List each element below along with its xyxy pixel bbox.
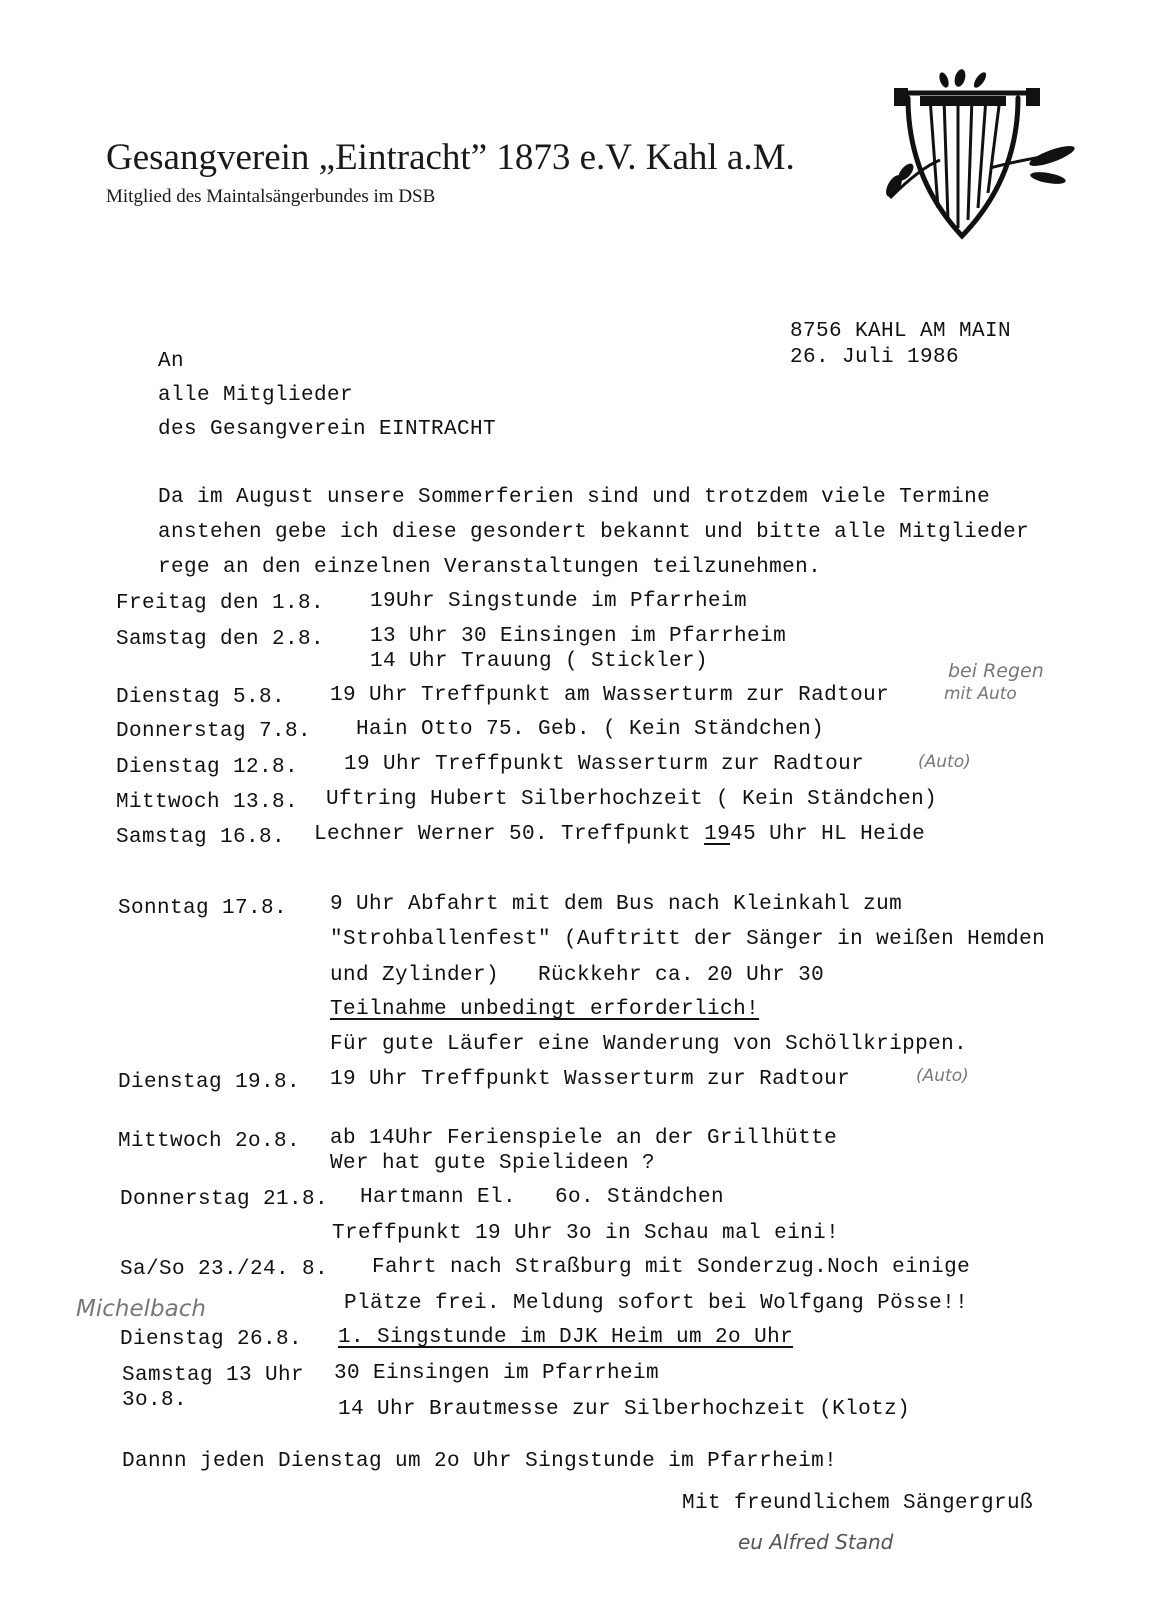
closing-greeting: Mit freundlichem Sängergruß	[682, 1492, 1034, 1515]
event-text: 9 Uhr Abfahrt mit dem Bus nach Kleinkahl zum	[330, 893, 903, 916]
handwritten-note: mit Auto	[944, 684, 1017, 704]
event-day: 3o.8.	[122, 1389, 188, 1412]
event-text: Uftring Hubert Silberhochzeit ( Kein Ständchen)	[326, 788, 938, 811]
event-text: 19 Uhr Treffpunkt Wasserturm zur Radtour	[330, 1068, 851, 1091]
event-text: 13 Uhr 30 Einsingen im Pfarrheim	[370, 625, 787, 648]
event-text: und Zylinder) Rückkehr ca. 20 Uhr 30	[330, 964, 825, 987]
handwritten-note: bei Regen	[948, 660, 1044, 682]
event-day: Dienstag 19.8.	[118, 1071, 301, 1094]
event-text: 19 Uhr Treffpunkt am Wasserturm zur Radtour	[330, 684, 890, 707]
event-text: Lechner Werner 50. Treffpunkt 1945 Uhr HL Heide	[314, 823, 926, 846]
intro-line-1: Da im August unsere Sommerferien sind und trotzdem viele Termine	[158, 486, 991, 509]
event-text: 30 Einsingen im Pfarrheim	[334, 1362, 660, 1385]
event-day: Samstag den 2.8.	[116, 628, 325, 651]
handwritten-note: (Auto)	[916, 1066, 969, 1086]
handwritten-note: Michelbach	[76, 1296, 206, 1322]
letter-date: 26. Juli 1986	[790, 346, 960, 369]
event-text-emphasis: Teilnahme unbedingt erforderlich!	[330, 998, 760, 1021]
event-day: Samstag 16.8.	[116, 826, 286, 849]
sender-city: 8756 KAHL AM MAIN	[790, 320, 1012, 343]
handwritten-note: (Auto)	[918, 752, 971, 772]
event-text: Treffpunkt 19 Uhr 3o in Schau mal eini!	[332, 1222, 840, 1245]
intro-line-2: anstehen gebe ich diese gesondert bekannt und bitte alle Mitglieder	[158, 521, 1030, 544]
signature: eu Alfred Stand	[738, 1530, 894, 1554]
lyre-logo-icon	[880, 68, 1080, 248]
final-note: Dannn jeden Dienstag um 2o Uhr Singstunde im Pfarrheim!	[122, 1450, 838, 1473]
event-text: 19Uhr Singstunde im Pfarrheim	[370, 590, 748, 613]
event-text: ab 14Uhr Ferienspiele an der Grillhütte	[330, 1127, 838, 1150]
event-day: Dienstag 12.8.	[116, 756, 299, 779]
club-title: Gesangverein „Eintracht” 1873 e.V. Kahl a.M.	[106, 137, 795, 178]
event-text: 19 Uhr Treffpunkt Wasserturm zur Radtour	[344, 753, 865, 776]
event-day: Freitag den 1.8.	[116, 592, 325, 615]
event-text: Fahrt nach Straßburg mit Sonderzug.Noch einige	[372, 1256, 971, 1279]
event-text: Für gute Läufer eine Wanderung von Schöllkrippen.	[330, 1033, 968, 1056]
event-day: Samstag 13 Uhr	[122, 1364, 305, 1387]
club-subtitle: Mitglied des Maintalsängerbundes im DSB	[106, 186, 436, 207]
event-day: Sonntag 17.8.	[118, 897, 288, 920]
event-day: Sa/So 23./24. 8.	[120, 1258, 329, 1281]
event-day: Donnerstag 7.8.	[116, 720, 312, 743]
intro-line-3: rege an den einzelnen Veranstaltungen teilzunehmen.	[158, 556, 822, 579]
event-day: Mittwoch 13.8.	[116, 791, 299, 814]
event-text: Hartmann El. 6o. Ständchen	[360, 1186, 725, 1209]
event-text: 14 Uhr Trauung ( Stickler)	[370, 650, 709, 673]
event-text: 1. Singstunde im DJK Heim um 2o Uhr	[338, 1326, 794, 1349]
event-day: Dienstag 5.8.	[116, 686, 286, 709]
event-text: Wer hat gute Spielideen ?	[330, 1152, 656, 1175]
event-day: Mittwoch 2o.8.	[118, 1130, 301, 1153]
event-text: Plätze frei. Meldung sofort bei Wolfgang Pösse!!	[344, 1292, 969, 1315]
event-day: Donnerstag 21.8.	[120, 1188, 329, 1211]
event-day: Dienstag 26.8.	[120, 1328, 303, 1351]
recipient-line-2: alle Mitglieder	[158, 384, 354, 407]
recipient-line-3: des Gesangverein EINTRACHT	[158, 418, 497, 441]
recipient-line-1: An	[158, 350, 185, 373]
event-text: Hain Otto 75. Geb. ( Kein Ständchen)	[356, 718, 825, 741]
event-text: "Strohballenfest" (Auftritt der Sänger in weißen Hemden	[330, 928, 1046, 951]
event-text: 14 Uhr Brautmesse zur Silberhochzeit (Klotz)	[338, 1398, 911, 1421]
